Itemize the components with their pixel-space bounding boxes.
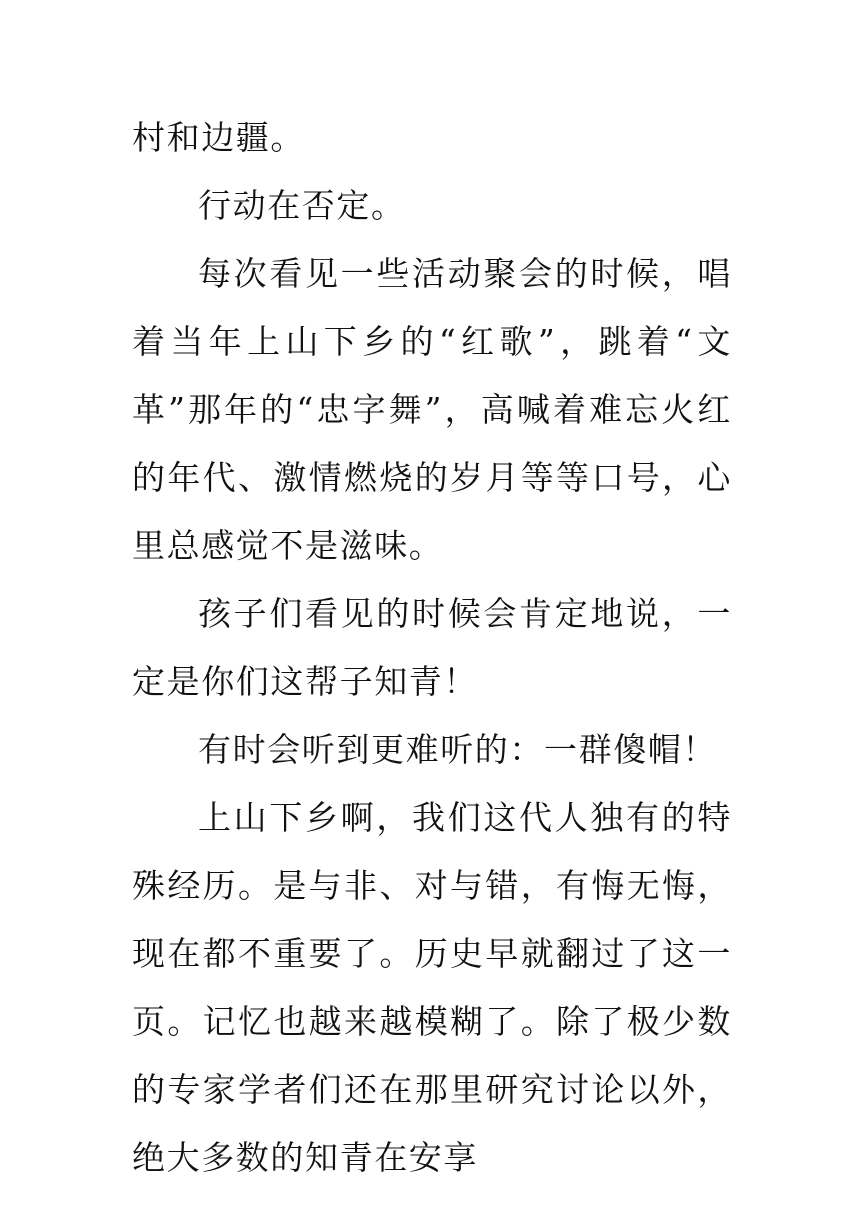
paragraph: 每次看见一些活动聚会的时候，唱着当年上山下乡的“红歌”，跳着“文革”那年的“忠字舞”，高喊着难忘火红的年代、激情燃烧的岁月等等口号，心里总感觉不是滋味。: [132, 254, 732, 565]
paragraph: 有时会听到更难听的：一群傻帽！: [198, 730, 717, 769]
paragraph: 孩子们看见的时候会肯定地说，一定是你们这帮子知青！: [132, 594, 732, 701]
paragraph-continuation: 村和边疆。: [132, 118, 305, 157]
paragraph: 上山下乡啊，我们这代人独有的特殊经历。是与非、对与错，有悔无悔，现在都不重要了。历史早就翻过了这一页。记忆也越来越模糊了。除了极少数的专家学者们还在那里研究讨论以外，绝大多数的知青在安享: [132, 798, 732, 1177]
document-body: [132, 104, 732, 1192]
paragraph: 行动在否定。: [198, 186, 406, 225]
